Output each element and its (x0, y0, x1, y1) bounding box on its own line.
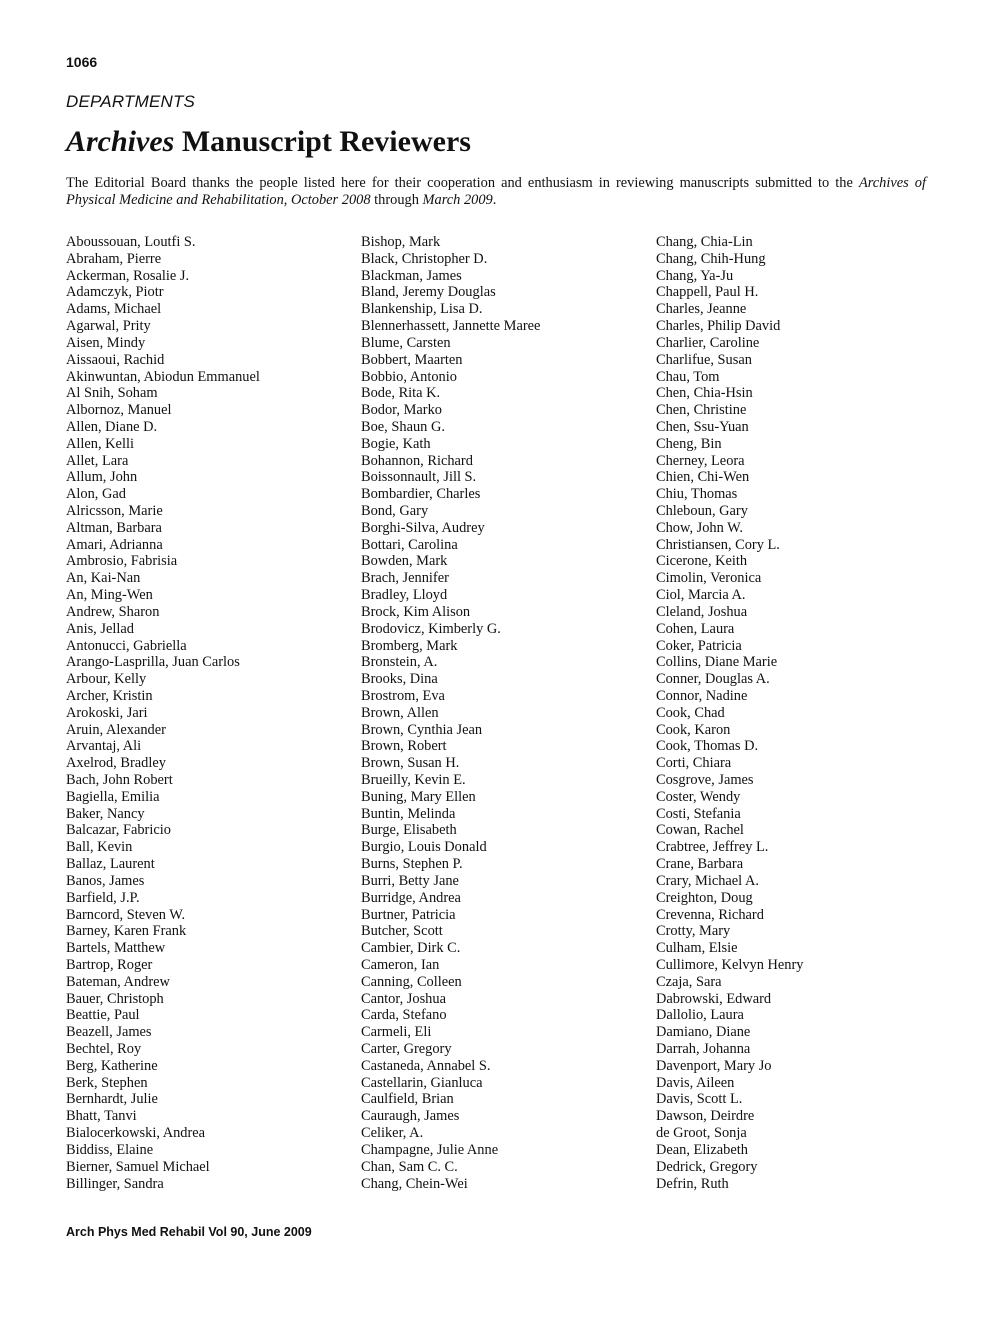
reviewer-name: Carmeli, Eli (361, 1024, 432, 1041)
reviewer-name: Chang, Ya-Ju (656, 267, 734, 284)
intro-paragraph (66, 175, 926, 209)
reviewer-name: Arango-Lasprilla, Juan Carlos (66, 654, 240, 671)
reviewer-name: Cheng, Bin (656, 435, 722, 452)
reviewer-name: Barfield, J.P. (66, 889, 140, 906)
reviewer-name: Celiker, A. (361, 1125, 424, 1142)
section-heading: DEPARTMENTS (66, 92, 196, 111)
reviewer-name: Chau, Tom (656, 368, 720, 385)
reviewer-name: Amari, Adrianna (66, 536, 163, 553)
reviewer-name: Cherney, Leora (656, 452, 745, 469)
reviewer-name: Barney, Karen Frank (66, 923, 187, 940)
reviewer-name: Axelrod, Bradley (66, 755, 166, 772)
reviewer-name: Albornoz, Manuel (66, 402, 172, 419)
reviewer-name: Burri, Betty Jane (361, 872, 459, 889)
reviewer-name: Antonucci, Gabriella (66, 637, 187, 654)
reviewer-name: Brown, Susan H. (361, 755, 460, 772)
reviewer-name: Dedrick, Gregory (656, 1158, 758, 1175)
reviewer-name: Bohannon, Richard (361, 452, 473, 469)
reviewer-name: Akinwuntan, Abiodun Emmanuel (66, 368, 260, 385)
reviewer-name: Archer, Kristin (66, 687, 153, 704)
reviewer-name: Chen, Christine (656, 402, 747, 419)
reviewer-name: Cicerone, Keith (656, 553, 748, 570)
reviewer-name: Bode, Rita K. (361, 385, 441, 402)
reviewer-name: Czaja, Sara (656, 973, 722, 990)
reviewer-name: Beazell, James (66, 1024, 152, 1041)
reviewer-name: Charles, Jeanne (656, 301, 747, 318)
reviewer-name: Bartels, Matthew (66, 940, 166, 957)
reviewer-name: Brock, Kim Alison (361, 603, 471, 620)
reviewer-name: Bernhardt, Julie (66, 1091, 158, 1108)
reviewer-name: Coster, Wendy (656, 788, 741, 805)
reviewer-name: Crotty, Mary (656, 923, 731, 940)
reviewer-name: Aissaoui, Rachid (66, 351, 165, 368)
intro-text-3: . (492, 192, 497, 208)
reviewer-name: Aruin, Alexander (66, 721, 166, 738)
reviewer-name: Costi, Stefania (656, 805, 741, 822)
reviewer-name: Adams, Michael (66, 301, 162, 318)
reviewer-name: Bodor, Marko (361, 402, 442, 419)
reviewer-name: Butcher, Scott (361, 923, 443, 940)
reviewer-name: Bronstein, A. (361, 654, 438, 671)
reviewer-name: Bombardier, Charles (361, 486, 481, 503)
reviewer-name: Blankenship, Lisa D. (361, 301, 483, 318)
reviewer-name: Balcazar, Fabricio (66, 822, 171, 839)
reviewer-name: Bogie, Kath (361, 435, 431, 452)
reviewer-name: Ambrosio, Fabrisia (66, 553, 178, 570)
reviewer-name: Cameron, Ian (361, 956, 440, 973)
reviewer-name: Christiansen, Cory L. (656, 536, 780, 553)
reviewer-name: Banos, James (66, 872, 145, 889)
reviewer-name: Bowden, Mark (361, 553, 448, 570)
reviewer-name: Buntin, Melinda (361, 805, 456, 822)
reviewer-name: Brueilly, Kevin E. (361, 772, 466, 788)
reviewer-name: Castaneda, Annabel S. (361, 1057, 491, 1074)
reviewer-name: Blackman, James (361, 267, 462, 284)
reviewer-name: Crary, Michael A. (656, 872, 759, 889)
reviewer-name: Cook, Chad (656, 704, 725, 721)
reviewer-name: Creighton, Doug (656, 889, 753, 906)
reviewer-name: Charlier, Caroline (656, 334, 760, 351)
reviewer-name: Crabtree, Jeffrey L. (656, 839, 769, 856)
reviewer-name: Berk, Stephen (66, 1074, 148, 1091)
reviewer-name: Bishop, Mark (361, 234, 441, 250)
reviewer-name: Brown, Allen (361, 704, 439, 721)
reviewer-name: Dawson, Deirdre (656, 1108, 755, 1125)
reviewer-name: Boe, Shaun G. (361, 418, 445, 435)
reviewer-name: Ballaz, Laurent (66, 856, 155, 873)
reviewer-name: Alon, Gad (66, 486, 126, 503)
reviewer-name: Beattie, Paul (66, 1007, 140, 1024)
reviewer-name: Cook, Thomas D. (656, 738, 759, 755)
reviewer-name: Connor, Nadine (656, 687, 748, 704)
reviewer-name: Chang, Chein-Wei (361, 1175, 468, 1192)
reviewer-name: Dallolio, Laura (656, 1007, 744, 1024)
reviewer-name: Altman, Barbara (66, 519, 162, 536)
reviewer-name: Ackerman, Rosalie J. (66, 267, 190, 284)
reviewer-name: Ball, Kevin (66, 839, 133, 856)
reviewer-name: Defrin, Ruth (656, 1175, 729, 1192)
reviewer-name: Billinger, Sandra (66, 1175, 164, 1192)
reviewer-name: Bialocerkowski, Andrea (66, 1125, 206, 1142)
reviewer-name: Chappell, Paul H. (656, 284, 759, 301)
reviewer-name: Davenport, Mary Jo (656, 1057, 772, 1074)
reviewer-name: Burgio, Louis Donald (361, 839, 487, 856)
reviewer-name: Cook, Karon (656, 721, 731, 738)
reviewer-name: Burtner, Patricia (361, 906, 456, 923)
intro-text-1: The Editorial Board thanks the people listed here for their cooperation and enthusiasm in reviewing manuscripts submitted to the (66, 175, 859, 191)
reviewer-name: Arbour, Kelly (66, 671, 147, 688)
reviewer-name: Bobbio, Antonio (361, 368, 457, 385)
reviewer-name: Chen, Chia-Hsin (656, 385, 753, 402)
reviewer-column-3 (656, 234, 803, 1192)
reviewer-name: Brach, Jennifer (361, 570, 449, 587)
reviewer-name: Chleboun, Gary (656, 503, 748, 519)
reviewer-name: Burridge, Andrea (361, 889, 461, 906)
reviewer-name: Cullimore, Kelvyn Henry (656, 956, 804, 973)
reviewer-name: Cohen, Laura (656, 620, 735, 637)
reviewer-name: Ciol, Marcia A. (656, 587, 746, 604)
reviewer-name: Cleland, Joshua (656, 603, 748, 620)
title-rest: Manuscript Reviewers (174, 125, 471, 158)
reviewer-name: Coker, Patricia (656, 637, 742, 654)
reviewer-name: Baker, Nancy (66, 805, 145, 822)
reviewer-name: Bottari, Carolina (361, 536, 458, 553)
reviewer-name: Corti, Chiara (656, 755, 732, 772)
reviewer-name: Cauraugh, James (361, 1108, 460, 1125)
reviewer-name: Chang, Chia-Lin (656, 234, 753, 250)
reviewer-name: An, Kai-Nan (66, 570, 141, 587)
reviewer-name: Allum, John (66, 469, 138, 486)
reviewer-name: Bartrop, Roger (66, 956, 153, 973)
reviewer-name: Davis, Aileen (656, 1074, 735, 1091)
reviewer-name: Chang, Chih-Hung (656, 250, 766, 267)
reviewer-name: Allen, Diane D. (66, 418, 158, 435)
intro-journal: Archives of Physical Medicine and Rehabilitation, October 2008 (66, 175, 927, 208)
reviewer-name: Bobbert, Maarten (361, 351, 463, 368)
reviewer-column-1 (66, 234, 260, 1192)
reviewer-name: Cimolin, Veronica (656, 570, 762, 587)
reviewer-name: Agarwal, Prity (66, 318, 151, 335)
reviewer-name: Chien, Chi-Wen (656, 469, 750, 486)
reviewer-name: Allen, Kelli (66, 435, 134, 452)
reviewer-name: Cosgrove, James (656, 772, 754, 788)
reviewer-name: Darrah, Johanna (656, 1041, 751, 1057)
page-title (66, 125, 471, 159)
reviewer-name: Brostrom, Eva (361, 687, 445, 704)
reviewer-name: Brown, Robert (361, 738, 447, 755)
reviewer-name: Chow, John W. (656, 519, 744, 536)
reviewer-name: Buning, Mary Ellen (361, 788, 476, 805)
reviewer-name: Bauer, Christoph (66, 990, 164, 1007)
reviewer-name: Bond, Gary (361, 503, 429, 519)
intro-end-date: March 2009 (422, 192, 493, 208)
reviewer-name: Chan, Sam C. C. (361, 1158, 458, 1175)
reviewer-name: Chiu, Thomas (656, 486, 738, 503)
reviewer-name: Bradley, Lloyd (361, 587, 448, 604)
reviewer-name: Bechtel, Roy (66, 1041, 142, 1057)
reviewer-name: Allet, Lara (66, 452, 129, 469)
reviewer-name: Brodovicz, Kimberly G. (361, 620, 501, 637)
reviewer-name: Adamczyk, Piotr (66, 284, 164, 301)
reviewer-name: Bagiella, Emilia (66, 788, 160, 805)
reviewer-name: Bland, Jeremy Douglas (361, 284, 496, 301)
reviewer-name: Bromberg, Mark (361, 637, 458, 654)
reviewer-name: Burns, Stephen P. (361, 856, 463, 873)
reviewer-name: Arvantaj, Ali (66, 738, 142, 755)
reviewer-name: Charles, Philip David (656, 318, 781, 335)
footer-citation: Arch Phys Med Rehabil Vol 90, June 2009 (66, 1225, 312, 1239)
reviewer-name: Bach, John Robert (66, 772, 173, 788)
reviewer-name: Alricsson, Marie (66, 503, 163, 519)
title-italic-part: Archives (66, 125, 175, 158)
reviewer-name: Al Snih, Soham (66, 385, 158, 402)
reviewer-name: Berg, Katherine (66, 1057, 158, 1074)
reviewer-name: Crane, Barbara (656, 856, 744, 873)
reviewer-name: de Groot, Sonja (656, 1125, 747, 1142)
reviewer-name: Dabrowski, Edward (656, 990, 772, 1007)
reviewer-name: Canning, Colleen (361, 973, 462, 990)
reviewer-name: Biddiss, Elaine (66, 1141, 154, 1158)
reviewer-name: Chen, Ssu-Yuan (656, 418, 749, 435)
reviewer-name: Charlifue, Susan (656, 351, 752, 368)
reviewer-name: Arokoski, Jari (66, 704, 148, 721)
reviewer-name: Burge, Elisabeth (361, 822, 457, 839)
reviewer-name: Bhatt, Tanvi (66, 1108, 137, 1125)
reviewer-name: Bierner, Samuel Michael (66, 1158, 210, 1175)
intro-text-2: through (370, 192, 423, 208)
reviewer-name: Conner, Douglas A. (656, 671, 770, 688)
reviewer-name: Blennerhassett, Jannette Maree (361, 318, 541, 335)
reviewer-column-2 (361, 234, 540, 1192)
reviewer-name: Cowan, Rachel (656, 822, 744, 839)
reviewer-name: Carter, Gregory (361, 1041, 452, 1057)
reviewer-name: Aboussouan, Loutfi S. (66, 234, 196, 250)
reviewer-name: Damiano, Diane (656, 1024, 751, 1041)
reviewer-name: Dean, Elizabeth (656, 1141, 748, 1158)
reviewer-name: Collins, Diane Marie (656, 654, 778, 671)
reviewer-name: Davis, Scott L. (656, 1091, 743, 1108)
page-number: 1066 (66, 54, 98, 70)
reviewer-name: Culham, Elsie (656, 940, 738, 957)
reviewer-name: Black, Christopher D. (361, 250, 488, 267)
reviewer-name: Andrew, Sharon (66, 603, 160, 620)
reviewer-name: Blume, Carsten (361, 334, 451, 351)
reviewer-name: Brooks, Dina (361, 671, 438, 688)
reviewer-name: Barncord, Steven W. (66, 906, 186, 923)
reviewer-name: Cambier, Dirk C. (361, 940, 461, 957)
reviewer-name: Crevenna, Richard (656, 906, 764, 923)
reviewer-name: Caulfield, Brian (361, 1091, 454, 1108)
reviewer-name: Boissonnault, Jill S. (361, 469, 477, 486)
reviewer-name: Aisen, Mindy (66, 334, 146, 351)
reviewer-name: Brown, Cynthia Jean (361, 721, 483, 738)
reviewer-name: Cantor, Joshua (361, 990, 446, 1007)
reviewer-name: Carda, Stefano (361, 1007, 447, 1024)
reviewer-name: Borghi-Silva, Audrey (361, 519, 485, 536)
reviewer-name: Abraham, Pierre (66, 250, 162, 267)
reviewer-name: Castellarin, Gianluca (361, 1074, 483, 1091)
reviewer-name: Champagne, Julie Anne (361, 1141, 499, 1158)
reviewer-name: Anis, Jellad (66, 620, 134, 637)
reviewer-name: Bateman, Andrew (66, 973, 170, 990)
reviewer-name: An, Ming-Wen (66, 587, 153, 604)
